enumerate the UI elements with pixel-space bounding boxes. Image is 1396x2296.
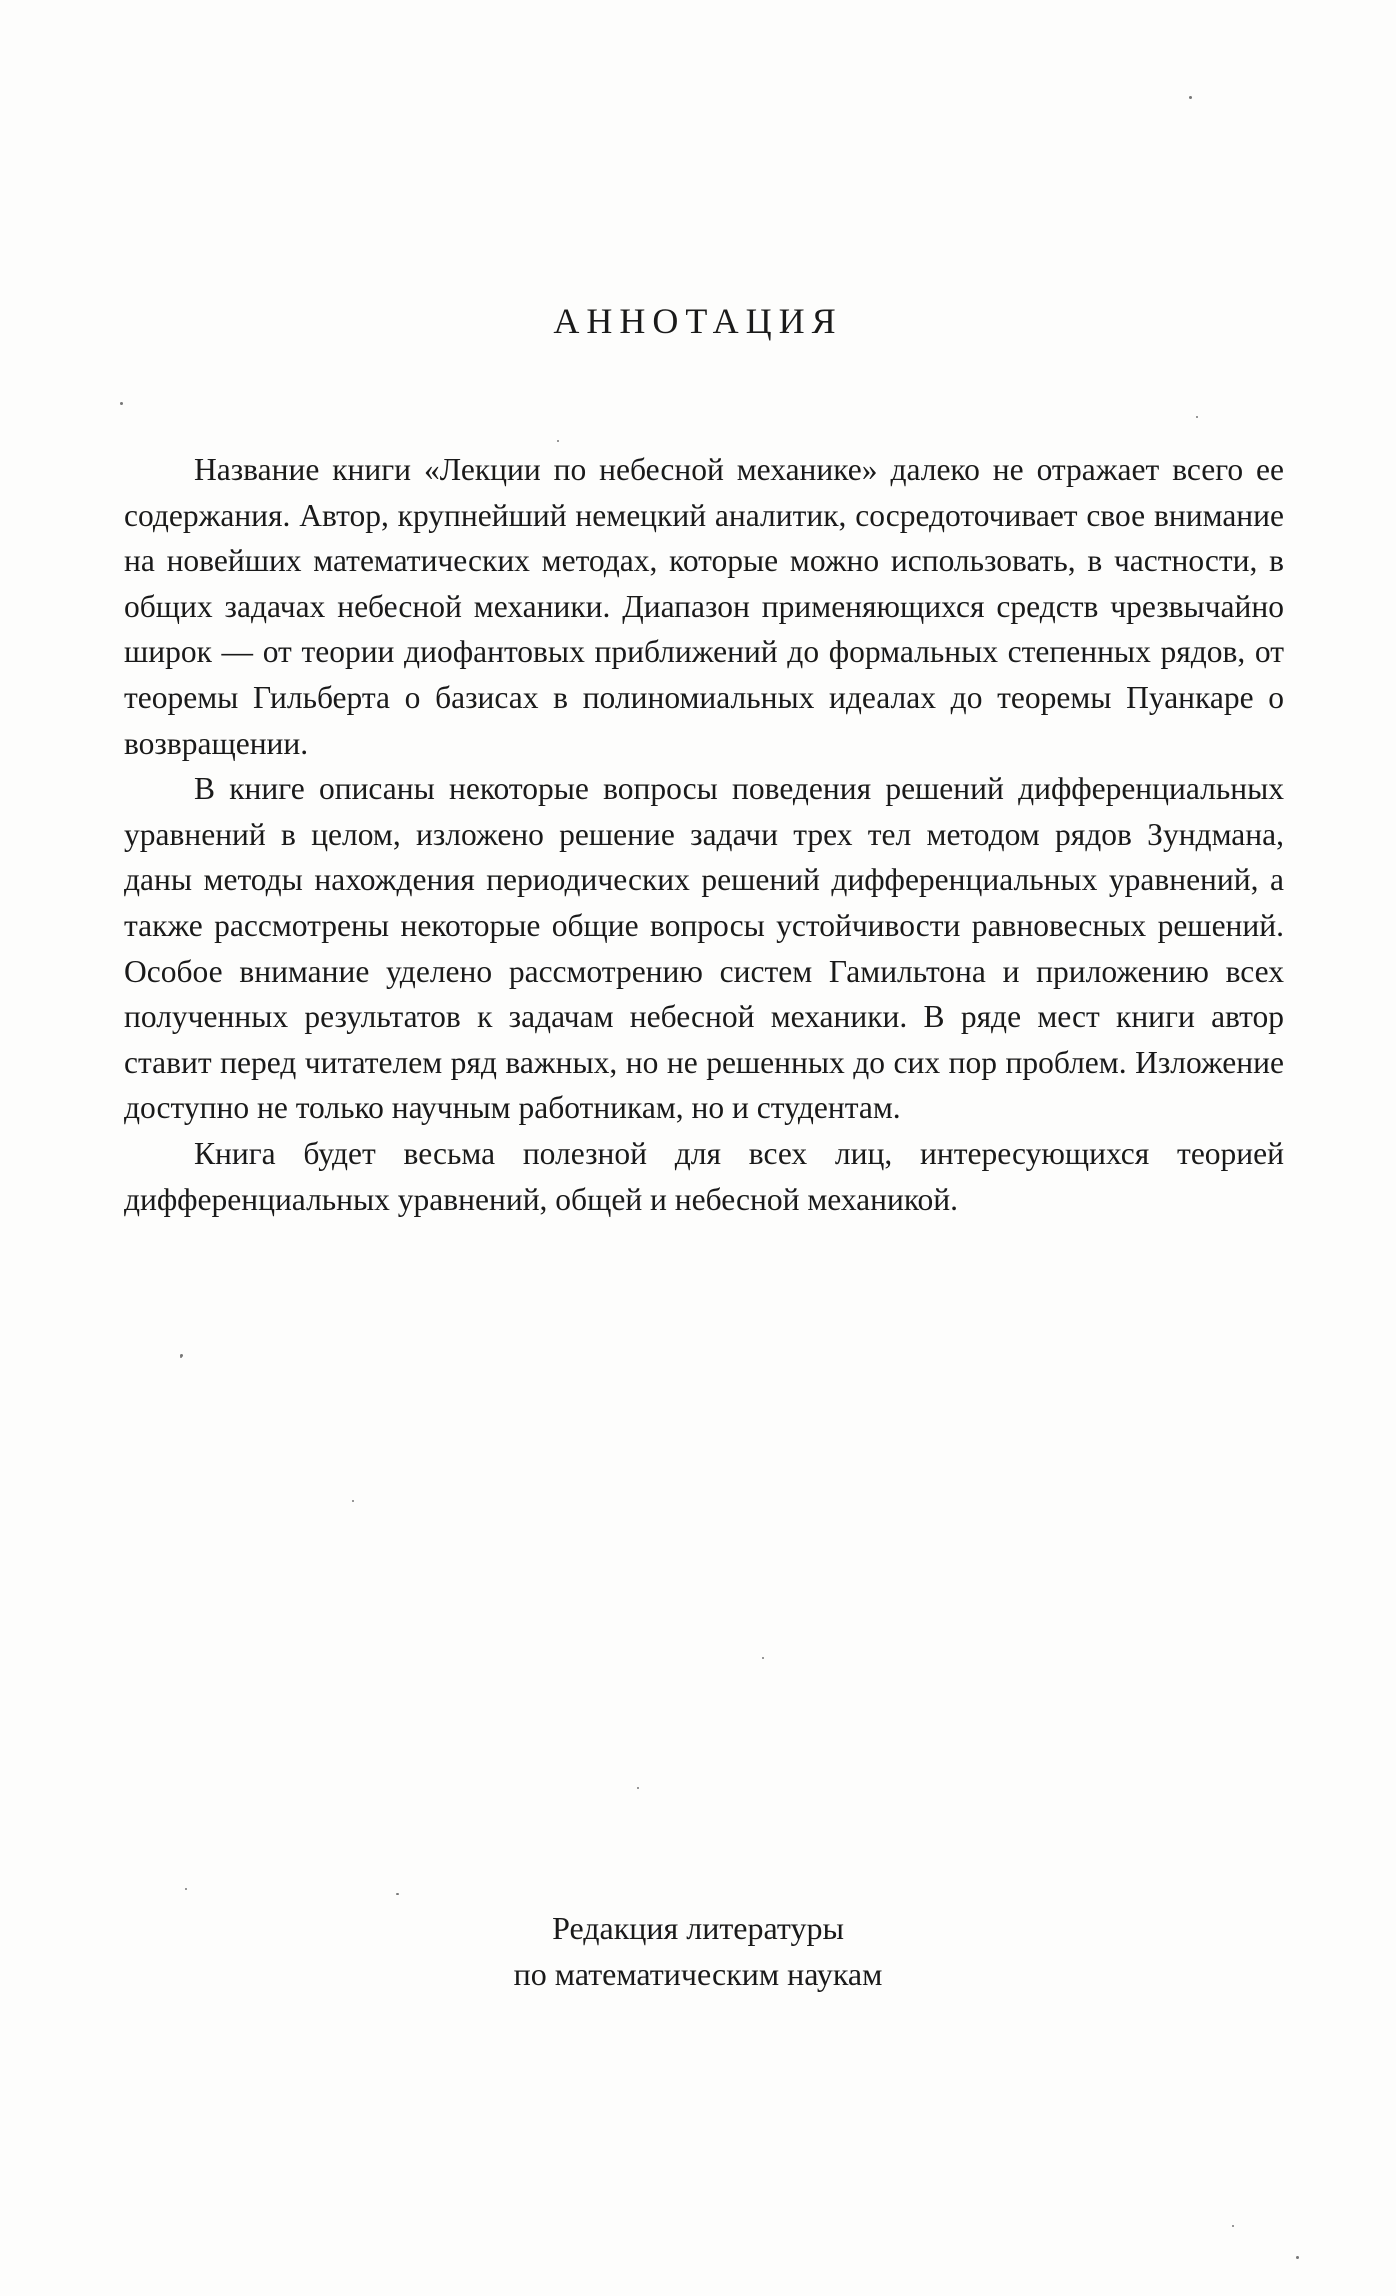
scan-speck [557, 440, 559, 442]
paragraph-1: Название книги «Лекции по небесной механике» далеко не отражает всего ее содержания. Автор, крупнейший немецкий аналитик, сосредоточивает свое внимание на новейших математических методах, которые можно использовать, в частности, в общих задачах небесной механики. Диапазон применяющихся средств чрезвычайно широк — от теории диофантовых приближений до формальных степенных рядов, от теоремы Гильберта о базисах в полиномиальных идеалах до теоремы Пуанкаре о возвращении. [124, 452, 1284, 761]
signature-line-1: Редакция литературы [552, 1910, 844, 1946]
paragraph-3: Книга будет весьма полезной для всех лиц, интересующихся теорией дифференциальных уравнений, общей и небесной механикой. [124, 1135, 1284, 1217]
scan-speck [762, 1657, 764, 1659]
page-title: АННОТАЦИЯ [553, 301, 843, 341]
scan-speck [120, 402, 123, 405]
annotation-body [124, 447, 1284, 1222]
scan-speck [185, 1888, 187, 1890]
scan-speck [1196, 416, 1198, 418]
scan-speck [637, 1787, 639, 1789]
scan-speck [180, 1356, 182, 1358]
scan-speck [1296, 2256, 1299, 2259]
signature-line-2: по математическим наукам [513, 1956, 883, 1992]
paragraph-2: В книге описаны некоторые вопросы поведения решений дифференциальных уравнений в целом, изложено решение задачи трех тел методом рядов Зундмана, даны методы нахождения периодических решений дифференциальных уравнений, а также рассмотрены некоторые общие вопросы устойчивости равновесных решений. Особое внимание уделено рассмотрению систем Гамильтона и приложению всех полученных результатов к задачам небесной механики. В ряде мест книги автор ставит перед читателем ряд важных, но не решенных до сих пор проблем. Изложение доступно не только научным работникам, но и студентам. [124, 771, 1284, 1126]
scan-speck [396, 1893, 399, 1895]
scan-speck [1232, 2225, 1234, 2227]
scan-speck [352, 1500, 354, 1502]
editorial-signature [0, 1905, 1396, 1997]
scan-speck [1189, 96, 1192, 99]
